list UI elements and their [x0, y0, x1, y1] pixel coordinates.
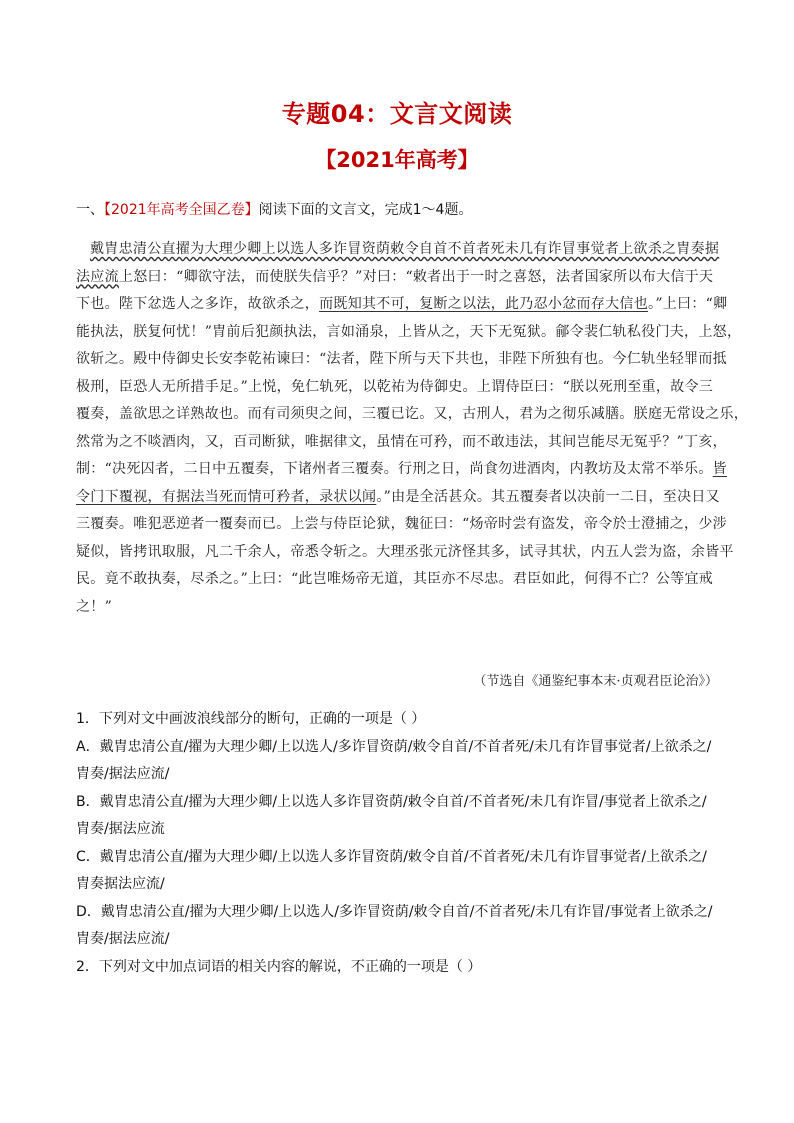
exam-tag: 【2021年高考全国乙卷】 — [104, 202, 259, 218]
passage-line: 法应流上怒曰：“卿欲守法，而使朕失信乎？”对曰：“敕者出于一时之喜怒，法者国家所以布大信于天 — [76, 268, 714, 285]
passage-source: （节选自《通鉴纪事本末·贞观君臣论治》） — [473, 674, 718, 689]
classical-passage — [76, 236, 749, 621]
passage-line: 然常为之不啖酒肉，又，百司断狱，唯据律文，虽情在可矜，而不敢违法，其间岂能尽无冤乎？”丁亥， — [76, 433, 727, 450]
option-c-cont: 胄奏据法应流/ — [76, 876, 165, 892]
underlined-text: 而既知其不可，复断之以法，此乃忍小忿而存大信也 — [319, 296, 649, 312]
passage-line: 三覆奏。唯犯恶逆者一覆奏而已。上尝与侍臣论狱，魏征曰：“炀帝时尝有盗发，帝令於士澄捕之，少涉 — [76, 516, 727, 532]
passage-line: 之！” — [76, 598, 113, 615]
question-1-stem: 1．下列对文中画波浪线部分的断句，正确的一项是（ ） — [76, 711, 426, 727]
passage-line: 令门下覆视，有据法当死而情可矜者，录状以闻。”由是全活甚众。其五覆奏者以决前一二日，至决日又 — [76, 488, 720, 505]
underlined-text: 令门下覆视，有据法当死而情可矜者，录状以闻 — [76, 488, 377, 505]
question-intro — [76, 200, 726, 220]
passage-line: 能执法，朕复何忧！”胄前后犯颜执法，言如涌泉，上皆从之，天下无冤狱。鄃令裴仁轨私役门夫，上怒， — [76, 323, 742, 340]
question-2-stem: 2．下列对文中加点词语的相关内容的解说，不正确的一项是（ ） — [76, 958, 482, 975]
option-d: D．戴胄忠清公直/擢为大理少卿/上以选人/多诈冒资荫/敕令自首/不首者死/未几有诈冒/事觉者上欲杀之/ — [76, 903, 713, 920]
option-a: A．戴胄忠清公直/擢为大理少卿/上以选人/多诈冒资荫/敕令自首/不首者死/未几有诈冒事觉者/上欲杀之/ — [76, 738, 712, 755]
passage-line: 疑似，皆拷讯取服，凡二千余人，帝悉令斩之。大理丞张元济怪其多，试寻其状，内五人尝为盗，余皆平 — [76, 543, 734, 560]
option-c: C．戴胄忠清公直/擢为大理少卿/上以选人多诈冒资荫/敕令自首/不首者死/未几有诈冒事觉者/上欲杀之/ — [76, 848, 707, 865]
passage-line: 欲斩之。殿中侍御史长安李乾祐谏曰：“法者，陛下所与天下共也，非陛下所独有也。今仁轨坐轻罪而抵 — [76, 351, 727, 367]
underlined-text: 皆 — [712, 461, 727, 477]
passage-line: 下也。陛下忿选人之多诈，故欲杀之，而既知其不可，复断之以法，此乃忍小忿而存大信也。”上曰：“卿 — [76, 296, 728, 312]
option-a-cont: 胄奏/据法应流/ — [76, 766, 170, 782]
question-number: 一、 — [76, 202, 104, 218]
option-b: B．戴胄忠清公直/擢为大理少卿/上以选人多诈冒资荫/敕令自首/不首者死/未几有诈冒/事觉者上欲杀之/ — [76, 793, 707, 810]
page-subtitle: 【2021年高考】 — [315, 148, 479, 172]
passage-line: 民。竟不敢执奏，尽杀之。”上曰：“此岂唯炀帝无道，其臣亦不尽忠。君臣如此，何得不亡？公等宜戒 — [76, 571, 714, 587]
wavy-underlined-text: 法应流 — [76, 268, 119, 285]
question-instruction: 阅读下面的文言文，完成1～4题。 — [258, 202, 473, 218]
option-d-cont: 胄奏/据法应流/ — [76, 931, 170, 947]
passage-line: 制：“决死囚者，二日中五覆奏，下诸州者三覆奏。行刑之日，尚食勿进酒肉，内教坊及太常不举乐。皆 — [76, 461, 727, 477]
passage-line: 覆奏，盖欲思之详熟故也。而有司须臾之间，三覆已讫。又，古刑人，君为之彻乐减膳。朕庭无常设之乐， — [76, 406, 749, 422]
passage-line — [76, 236, 724, 264]
wavy-underlined-text: 戴胄忠清公直擢为大理少卿上以选人多诈冒资荫敕令自首不首者死未几有诈冒事觉者上欲杀之胄奏据 — [90, 241, 720, 257]
passage-line: 极刑，臣恐人无所措手足。”上悦，免仁轨死，以乾祐为侍御史。上谓侍臣曰：“朕以死刑至重，故令三 — [76, 378, 714, 395]
option-b-cont: 胄奏/据法应流 — [76, 821, 165, 837]
page-title: 专题04：文言文阅读 — [281, 100, 513, 128]
questions-block — [76, 706, 726, 981]
